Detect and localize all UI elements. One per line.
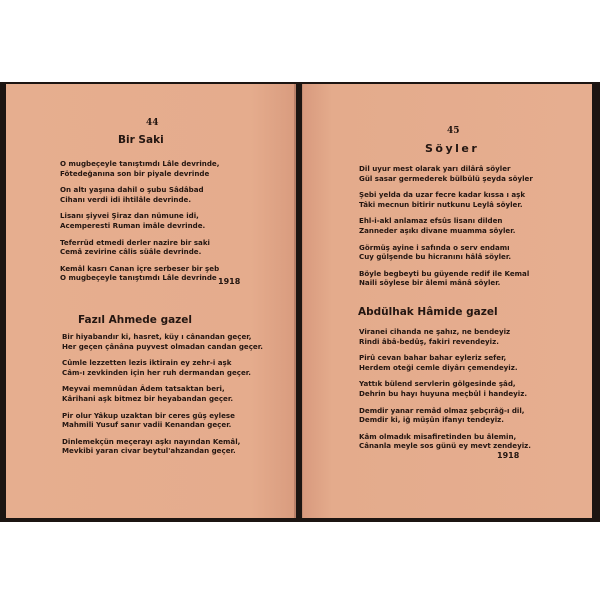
couplet: [359, 432, 531, 451]
couplet: [60, 238, 219, 257]
poem-body: [62, 332, 263, 463]
verse-line: Kârihani aşk bitmez bir heyabandan geçer.: [62, 393, 234, 403]
verse-line: Rindi âbâ-bedûş, fakiri revendeyiz.: [359, 336, 499, 346]
verse-line: Dinlemekçün meçerayı aşkı nayından Kemâl,: [62, 436, 241, 446]
couplet: [359, 243, 533, 262]
couplet: [359, 269, 533, 288]
couplet: [62, 411, 263, 430]
poem-title: Fazıl Ahmede gazel: [78, 314, 192, 326]
verse-line: Bir hiyabandır ki, hasret, küy ı cânandan geçer,: [62, 332, 252, 341]
couplet: [359, 216, 533, 235]
couplet: [62, 332, 263, 351]
verse-line: On altı yaşına dahil o şubu Sâdâbad: [60, 185, 204, 195]
left-page: [6, 84, 296, 518]
couplet: [60, 211, 219, 230]
verse-line: Herdem oteği cemle diyârı çemendeyiz.: [359, 362, 518, 372]
verse-line: Mahmili Yusuf sanır vadii Kenandan geçer.: [62, 420, 232, 430]
couplet: [60, 159, 219, 178]
open-book: [0, 82, 600, 522]
couplet: [359, 327, 531, 346]
couplet: [359, 190, 533, 209]
verse-line: Mevkibi yaran civar beytul'ahzandan geçer.: [62, 446, 236, 456]
poem-body: [60, 159, 219, 290]
verse-line: Tâki mecnun bitirir nutkunu Leylâ söyler.: [359, 199, 523, 209]
poem-title: Abdülhak Hâmide gazel: [358, 306, 498, 318]
verse-line: Görmüş ayine i safında o serv endamı: [359, 242, 510, 252]
verse-line: Cihanı verdi idi ihtilâle devrinde.: [60, 194, 192, 204]
verse-line: Naili söylese bir âlemi mânâ söyler.: [359, 278, 501, 288]
couplet: [60, 185, 219, 204]
verse-line: Demdir yanar remâd olmaz şebçırâğ-ı dil,: [359, 405, 525, 415]
verse-line: O mugbeçeyle tanıştımdı Lâle devrinde: [60, 273, 217, 283]
verse-line: Pirû cevan bahar bahar eyleriz sefer,: [359, 353, 507, 363]
verse-line: Demdir ki, iğ müşûn ifanyı tendeyiz.: [359, 415, 504, 425]
verse-line: Cûmle lezzetten lezis iktirain ey zehr-i aşk: [62, 358, 232, 368]
verse-line: Böyle begbeyti bu güyende redif ile Kemal: [359, 268, 530, 278]
verse-line: O mugbeçeyle tanıştımdı Lâle devrinde,: [60, 159, 220, 168]
verse-line: Gül sasar germederek bülbülü şeyda söyler: [359, 173, 533, 183]
couplet: [62, 437, 263, 456]
verse-line: Fötedeğanına son bir piyale devrinde: [60, 168, 210, 178]
verse-line: Şebi yelda da uzar fecre kadar kıssa ı aşk: [359, 190, 526, 200]
verse-line: Meyvai memnûdan Âdem tatsaktan beri,: [62, 384, 225, 394]
poem-year: 1918: [497, 451, 520, 460]
verse-line: Lisanı şiyvei Şiraz dan nümune idi,: [60, 211, 199, 221]
couplet: [359, 406, 531, 425]
verse-line: Viranei cihanda ne şahız, ne bendeyiz: [359, 327, 511, 336]
verse-line: Acemperesti Ruman imâle devrinde.: [60, 220, 206, 230]
poem-title: Bir Saki: [118, 134, 164, 146]
verse-line: Teferrüd etmedi derler nazire bir saki: [60, 237, 210, 247]
verse-line: Dil uyur mest olarak yarı dilârâ söyler: [359, 164, 511, 173]
poem-year: 1918: [218, 277, 241, 286]
couplet: [359, 353, 531, 372]
page-number: 45: [447, 126, 460, 136]
poem-body: [359, 327, 531, 458]
verse-line: Zanneder aşıkı divane muamma söyler.: [359, 225, 516, 235]
couplet: [62, 358, 263, 377]
couplet: [60, 264, 219, 283]
verse-line: Kâm olmadık misafiretinden bu âlemin,: [359, 431, 517, 441]
verse-line: Cânanla meyle sos günü ey mevt zendeyiz.: [359, 441, 531, 451]
verse-line: Kemâl kasrı Canan içre serbeser bir şeb: [60, 263, 220, 273]
couplet: [359, 379, 531, 398]
verse-line: Ehl-i-akl anlamaz efsûs lisanı dilden: [359, 216, 503, 226]
verse-line: Pir olur Yâkup uzaktan bir ceres güş eylese: [62, 410, 235, 420]
poem-title: Söyler: [425, 142, 480, 155]
verse-line: Dehrin bu hayı huyuna meçbûl i handeyiz.: [359, 388, 528, 398]
right-page: [302, 84, 592, 518]
verse-line: Câm-ı zevkinden için her ruh dermandan geçer.: [62, 367, 251, 377]
couplet: [62, 384, 263, 403]
couplet: [359, 164, 533, 183]
poem-body: [359, 164, 533, 295]
verse-line: Cuy gülşende bu hicranını hâlâ söyler.: [359, 252, 512, 262]
page-number: 44: [146, 118, 159, 128]
verse-line: Yattık bülend servlerin gölgesinde şâd,: [359, 379, 516, 389]
verse-line: Cemâ zevirine câlis süâle devrinde.: [60, 247, 202, 257]
verse-line: Her geçen çânâna puyvest olmadan candan geçer.: [62, 341, 263, 351]
